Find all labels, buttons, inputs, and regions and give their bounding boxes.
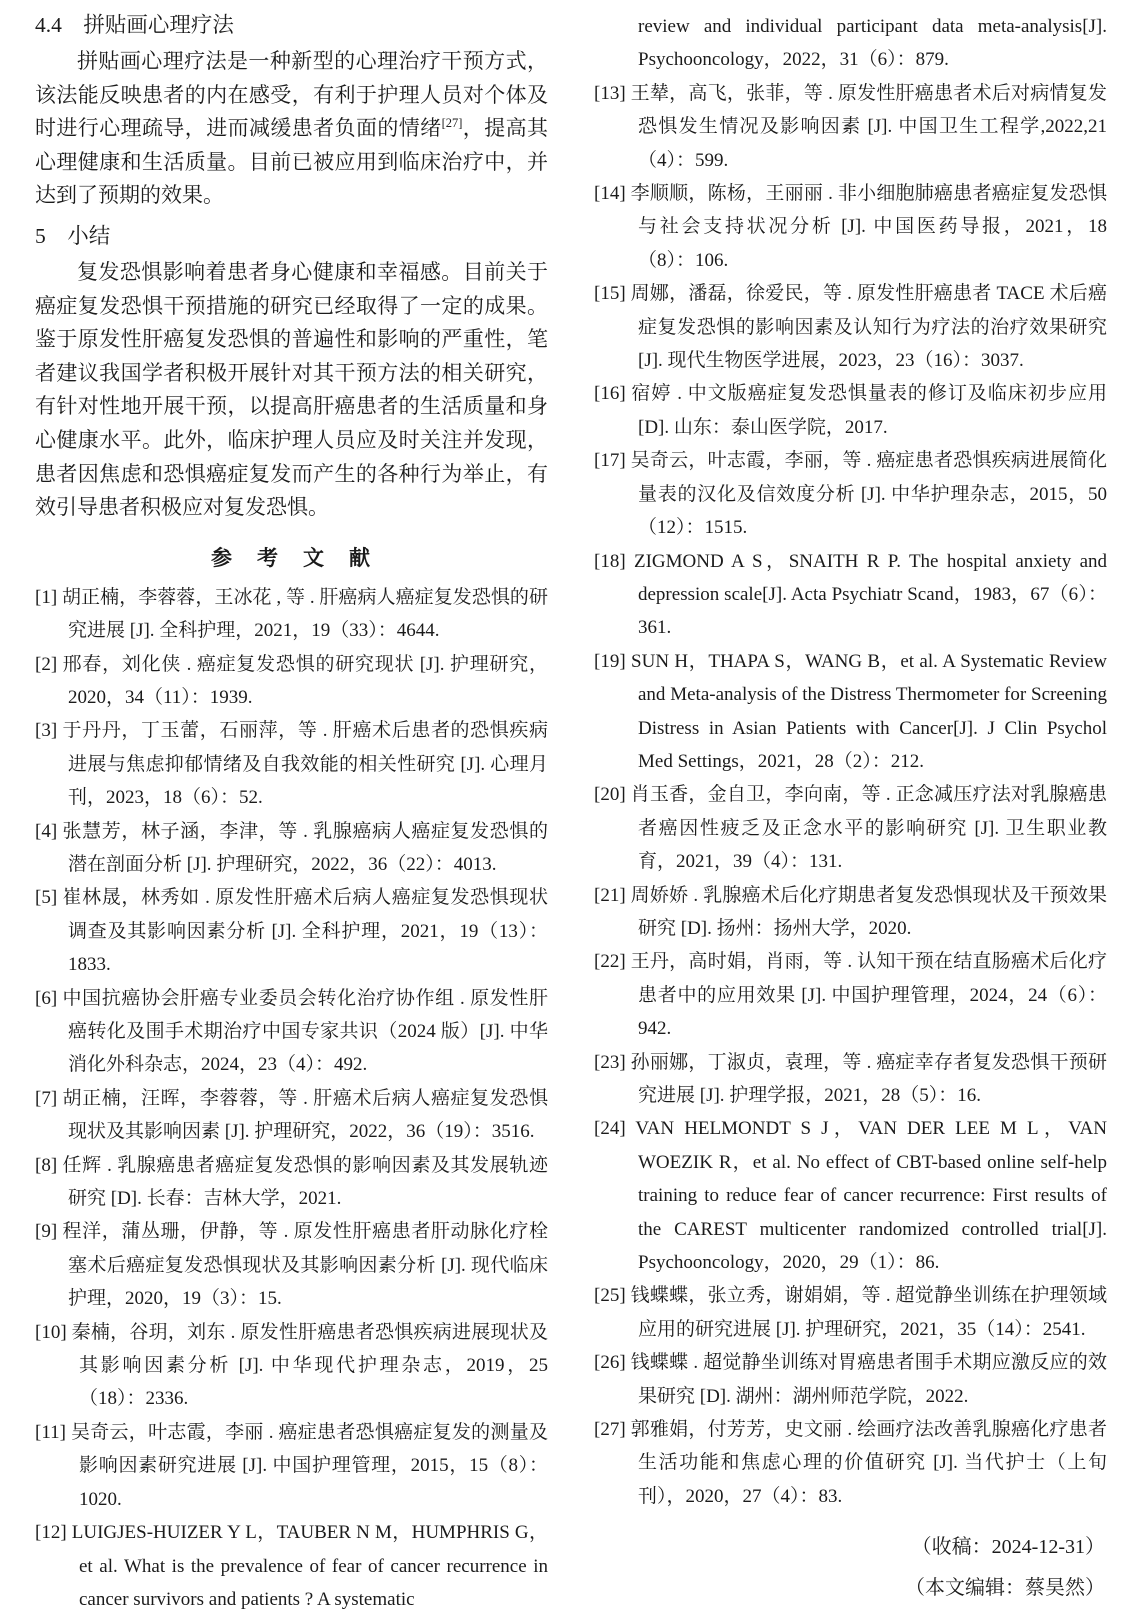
left-column bbox=[35, 10, 548, 1616]
citation-superscript: [27] bbox=[441, 116, 463, 131]
reference-item bbox=[35, 648, 548, 715]
reference-label: [6] bbox=[35, 987, 58, 1009]
reference-text: ZIGMOND A S，SNAITH R P. The hospital anxiety and depression scale[J]. Acta Psychiatr Scand，1983，67（6）：361. bbox=[634, 550, 1108, 639]
reference-item bbox=[594, 879, 1107, 946]
reference-item bbox=[594, 778, 1107, 878]
reference-item bbox=[35, 815, 548, 882]
reference-item bbox=[35, 1215, 548, 1315]
reference-label: [14] bbox=[594, 183, 626, 205]
reference-item bbox=[594, 1112, 1107, 1279]
reference-text: 胡正楠，汪晖，李蓉蓉，等 . 肝癌术后病人癌症复发恐惧现状及其影响因素 [J]. 护理研究，2022，36（19）：3516. bbox=[62, 1087, 548, 1143]
editor-note: （本文编辑：蔡昊然） bbox=[905, 1577, 1105, 1600]
reference-text: 钱蝶蝶 . 超觉静坐训练对胃癌患者围手术期应激反应的效果研究 [D]. 湖州：湖州师范学院，2022. bbox=[630, 1352, 1107, 1407]
reference-label: [27] bbox=[594, 1419, 626, 1441]
reference-text: 肖玉香，金自卫，李向南，等 . 正念减压疗法对乳腺癌患者癌因性疲乏及正念水平的影响研究 [J]. 卫生职业教育，2021，39（4）：131. bbox=[630, 784, 1107, 873]
reference-text: 宿婷 . 中文版癌症复发恐惧量表的修订及临床初步应用 [D]. 山东：泰山医学院，2017. bbox=[631, 383, 1107, 438]
reference-item bbox=[594, 444, 1107, 544]
references-list-right bbox=[594, 77, 1107, 1513]
reference-text: 周娇娇 . 乳腺癌术后化疗期患者复发恐惧现状及干预效果研究 [D]. 扬州：扬州大学，2020. bbox=[630, 884, 1107, 939]
reference-label: [15] bbox=[594, 283, 626, 305]
reference-text: 崔林晟，林秀如 . 原发性肝癌术后病人癌症复发恐惧现状调查及其影响因素分析 [J]. 全科护理，2021，19（13）：1833. bbox=[62, 887, 548, 976]
reference-text: 程洋，蒲丛珊，伊静，等 . 原发性肝癌患者肝动脉化疗栓塞术后癌症复发恐惧现状及其影响因素分析 [J]. 现代临床护理，2020，19（3）：15. bbox=[62, 1221, 548, 1310]
reference-item bbox=[35, 1149, 548, 1216]
reference-item bbox=[35, 1416, 548, 1516]
reference-text: SUN H，THAPA S，WANG B，et al. A Systematic Review and Meta-analysis of the Distress Thermometer for Screening Distress in Asian Patients with Cancer[J]. J Clin Psychol Med Settings，2021，28（2）：212. bbox=[631, 650, 1108, 772]
reference-item bbox=[594, 1346, 1107, 1413]
reference-text: 周娜，潘磊，徐爱民，等 . 原发性肝癌患者 TACE 术后癌症复发恐惧的影响因素及认知行为疗法的治疗效果研究 [J]. 现代生物医学进展，2023，23（16）：3037. bbox=[630, 283, 1107, 372]
reference-text: 胡正楠，李蓉蓉，王冰花 , 等 . 肝癌病人癌症复发恐惧的研究进展 [J]. 全科护理，2021，19（33）：4644. bbox=[61, 586, 548, 642]
reference-label: [13] bbox=[594, 82, 626, 104]
reference-label: [24] bbox=[594, 1118, 626, 1140]
reference-item bbox=[594, 177, 1107, 277]
reference-label: [7] bbox=[35, 1087, 58, 1109]
reference-text: 王辇，高飞，张菲，等 . 原发性肝癌患者术后对病情复发恐惧发生情况及影响因素 [J]. 中国卫生工程学,2022,21（4）：599. bbox=[630, 82, 1107, 171]
references-heading: 参 考 文 献 bbox=[211, 545, 372, 570]
reference-label: [8] bbox=[35, 1154, 58, 1176]
section-4-4-paragraph bbox=[35, 45, 548, 213]
reference-text: 任辉 . 乳腺癌患者癌症复发恐惧的影响因素及其发展轨迹研究 [D]. 长春：吉林大学，2021. bbox=[62, 1154, 548, 1210]
reference-label: [21] bbox=[594, 884, 626, 906]
reference-label: [26] bbox=[594, 1352, 626, 1374]
section-5-paragraph: 复发恐惧影响着患者身心健康和幸福感。目前关于癌症复发恐惧干预措施的研究已经取得了一定的成果。鉴于原发性肝癌复发恐惧的普遍性和影响的严重性，笔者建议我国学者积极开展针对其干预方法的相关研究，有针对性地开展干预，以提高肝癌患者的生活质量和身心健康水平。此外，临床护理人员应及时关注并发现，患者因焦虑和恐惧癌症复发而产生的各种行为举止，有效引导患者积极应对复发恐惧。 bbox=[35, 259, 548, 520]
reference-12-continuation: review and individual participant data meta-analysis[J]. Psychooncology，2022，31（6）：879. bbox=[638, 16, 1107, 71]
reference-text: 吴奇云，叶志霞，李丽 . 癌症患者恐惧癌症复发的测量及影响因素研究进展 [J]. 中国护理管理，2015，15（8）：1020. bbox=[70, 1421, 548, 1510]
reference-item bbox=[35, 714, 548, 814]
reference-item bbox=[35, 1082, 548, 1149]
reference-text: 孙丽娜，丁淑贞，袁理，等 . 癌症幸存者复发恐惧干预研究进展 [J]. 护理学报，2021，28（5）：16. bbox=[630, 1051, 1107, 1106]
reference-item bbox=[594, 1279, 1107, 1346]
reference-label: [18] bbox=[594, 550, 626, 572]
reference-label: [23] bbox=[594, 1051, 626, 1073]
reference-label: [9] bbox=[35, 1221, 58, 1243]
paragraph-text-after-citation: ，提高其心理健康和生活质量。目前已被应用到临床治疗中，并达到了预期的效果。 bbox=[35, 116, 549, 208]
reference-label: [11] bbox=[35, 1421, 66, 1443]
reference-text: 李顺顺，陈杨，王丽丽 . 非小细胞肺癌患者癌症复发恐惧与社会支持状况分析 [J]. 中国医药导报，2021，18（8）：106. bbox=[630, 183, 1107, 271]
right-column bbox=[594, 10, 1107, 1616]
reference-text: 秦楠，谷玥，刘东 . 原发性肝癌患者恐惧疾病进展现状及其影响因素分析 [J]. 中华现代护理杂志，2019，25（18）：2336. bbox=[71, 1321, 548, 1410]
references-list-left bbox=[35, 581, 548, 1616]
reference-item bbox=[594, 945, 1107, 1045]
reference-label: [25] bbox=[594, 1285, 626, 1307]
reference-item bbox=[35, 982, 548, 1082]
reference-label: [22] bbox=[594, 951, 626, 973]
reference-label: [4] bbox=[35, 820, 58, 842]
received-date-note: （收稿：2024-12-31） bbox=[911, 1536, 1105, 1559]
reference-text: 郭雅娟，付芳芳，史文丽 . 绘画疗法改善乳腺癌化疗患者生活功能和焦虑心理的价值研究 [J]. 当代护士（上旬刊），2020，27（4）：83. bbox=[630, 1419, 1107, 1507]
reference-item bbox=[594, 1413, 1107, 1513]
reference-label: [3] bbox=[35, 720, 58, 742]
reference-label: [10] bbox=[35, 1321, 67, 1343]
reference-text: 于丹丹，丁玉蕾，石丽萍，等 . 肝癌术后患者的恐惧疾病进展与焦虑抑郁情绪及自我效能的相关性研究 [J]. 心理月刊，2023，18（6）：52. bbox=[62, 720, 548, 809]
reference-item bbox=[35, 881, 548, 981]
reference-text: 中国抗癌协会肝癌专业委员会转化治疗协作组 . 原发性肝癌转化及围手术期治疗中国专家共识（2024 版）[J]. 中华消化外科杂志，2024，23（4）：492. bbox=[62, 987, 548, 1076]
reference-label: [5] bbox=[35, 887, 58, 909]
reference-item bbox=[594, 1046, 1107, 1113]
reference-label: [20] bbox=[594, 784, 626, 806]
section-heading-5: 5 小结 bbox=[35, 223, 111, 248]
reference-label: [1] bbox=[35, 586, 58, 608]
reference-label: [17] bbox=[594, 450, 626, 472]
reference-item bbox=[35, 1316, 548, 1416]
reference-item bbox=[35, 581, 548, 648]
reference-label: [12] bbox=[35, 1522, 67, 1544]
reference-label: [19] bbox=[594, 650, 626, 672]
reference-label: [16] bbox=[594, 383, 626, 405]
reference-item bbox=[35, 1516, 548, 1616]
reference-text: LUIGJES-HUIZER Y L，TAUBER N M，HUMPHRIS G，et al. What is the prevalence of fear of cancer recurrence in cancer survivors and patients ? A systematic bbox=[71, 1522, 549, 1610]
reference-text: VAN HELMONDT S J，VAN DER LEE M L，VAN WOEZIK R，et al. No effect of CBT-based online self-help training to reduce fear of cancer recurrence: First results of the CAREST multicenter randomized controlled trial[J]. Psychooncology，2020，29（1）：86. bbox=[635, 1118, 1107, 1274]
reference-text: 邢春，刘化侠 . 癌症复发恐惧的研究现状 [J]. 护理研究，2020，34（11）：1939. bbox=[62, 653, 549, 708]
paragraph-text-before-citation: 拼贴画心理疗法是一种新型的心理治疗干预方式，该法能反映患者的内在感受，有利于护理人员对个体及时进行心理疏导，进而减缓患者负面的情绪 bbox=[35, 49, 548, 141]
reference-text: 钱蝶蝶，张立秀，谢娟娟，等 . 超觉静坐训练在护理领域应用的研究进展 [J]. 护理研究，2021，35（14）：2541. bbox=[630, 1285, 1107, 1340]
reference-item bbox=[594, 277, 1107, 377]
reference-item bbox=[594, 377, 1107, 444]
reference-text: 张慧芳，林子涵，李津，等 . 乳腺癌病人癌症复发恐惧的潜在剖面分析 [J]. 护理研究，2022，36（22）：4013. bbox=[62, 820, 548, 875]
reference-label: [2] bbox=[35, 653, 58, 675]
reference-item bbox=[594, 77, 1107, 177]
section-heading-4-4: 4.4 拼贴画心理疗法 bbox=[35, 13, 234, 37]
reference-item bbox=[594, 545, 1107, 645]
reference-item bbox=[594, 645, 1107, 779]
reference-text: 吴奇云，叶志霞，李丽，等 . 癌症患者恐惧疾病进展简化量表的汉化及信效度分析 [J]. 中华护理杂志，2015，50（12）：1515. bbox=[630, 450, 1107, 539]
reference-text: 王丹，高时娟，肖雨，等 . 认知干预在结直肠癌术后化疗患者中的应用效果 [J]. 中国护理管理，2024，24（6）：942. bbox=[630, 951, 1107, 1040]
